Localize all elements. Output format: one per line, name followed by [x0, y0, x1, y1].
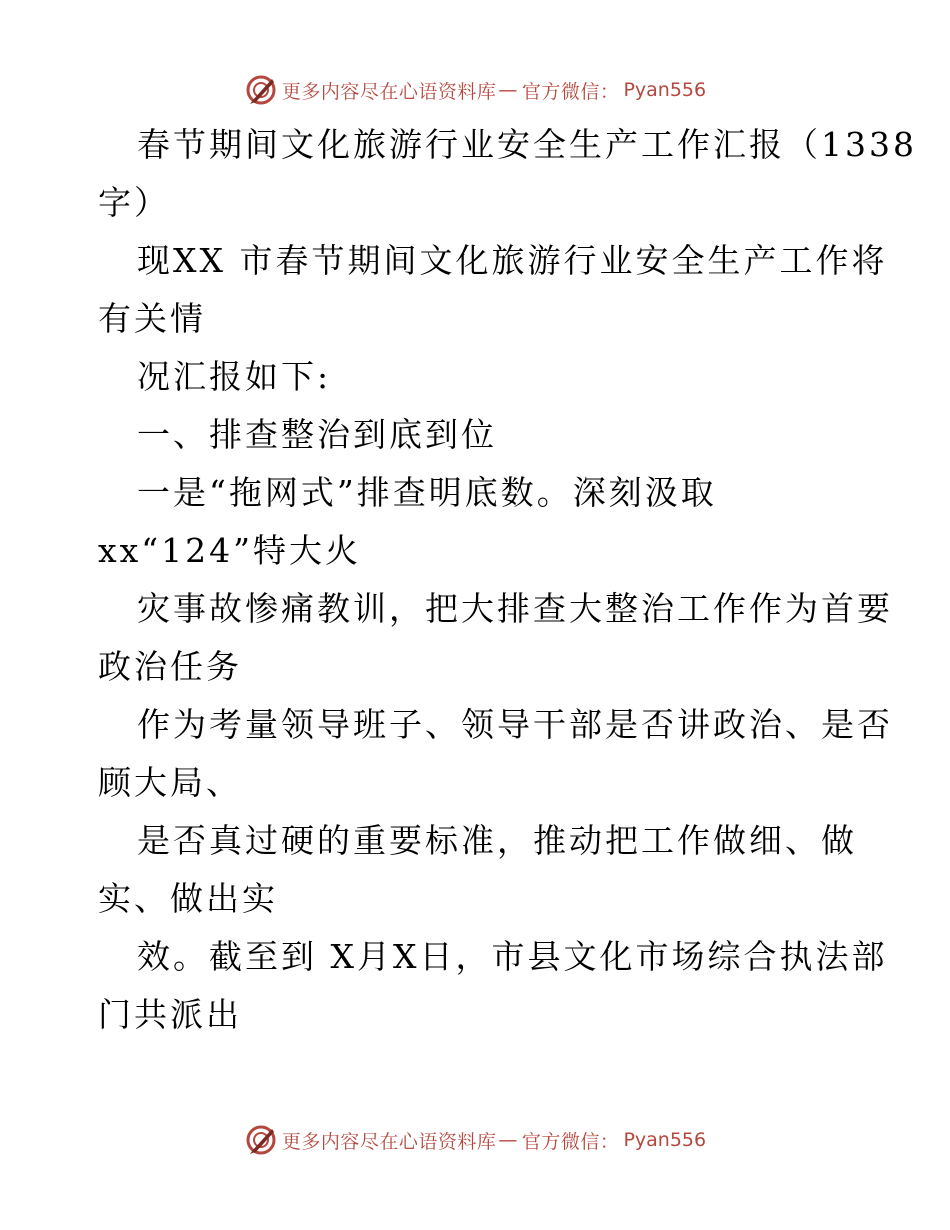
text-line: xx“124”特大火: [98, 531, 361, 570]
text-line: 作为考量领导班子、领导干部是否讲政治、是否: [137, 705, 893, 744]
text-line: 政治任务: [98, 647, 242, 686]
footer-watermark: [0, 1120, 950, 1160]
watermark-separator: —: [498, 1129, 518, 1151]
text-line: 字）: [98, 183, 170, 222]
watermark-id: Pyan556: [623, 79, 707, 101]
text-line: 现XX 市春节期间文化旅游行业安全生产工作将: [137, 241, 888, 280]
watermark-label: 官方微信：: [521, 1130, 620, 1153]
text-line: 门共派出: [98, 995, 242, 1034]
section-heading: 一、排查整治到底到位: [137, 415, 497, 454]
watermark-separator: —: [498, 79, 518, 101]
text-line: 况汇报如下:: [137, 357, 332, 396]
watermark-label: 官方微信：: [521, 80, 620, 103]
text-line: 是否真过硬的重要标准，推动把工作做细、做: [137, 821, 857, 860]
quill-seal-icon: [244, 73, 278, 107]
text-line: 春节期间文化旅游行业安全生产工作汇报（1338: [137, 125, 917, 164]
text-line: 有关情: [98, 299, 206, 338]
watermark-text: 更多内容尽在心语资料库: [281, 80, 497, 103]
text-line: 效。截至到 X月X日，市县文化市场综合执法部: [137, 937, 888, 976]
header-watermark: [0, 70, 950, 110]
watermark-text: 更多内容尽在心语资料库: [281, 1130, 497, 1153]
quill-seal-icon: [244, 1123, 278, 1157]
text-line: 顾大局、: [98, 763, 242, 802]
text-line: 灾事故惨痛教训，把大排查大整治工作作为首要: [137, 589, 893, 628]
text-line: 实、做出实: [98, 879, 278, 918]
watermark-id: Pyan556: [623, 1129, 707, 1151]
text-line: 一是“拖网式”排查明底数。深刻汲取: [137, 473, 717, 512]
